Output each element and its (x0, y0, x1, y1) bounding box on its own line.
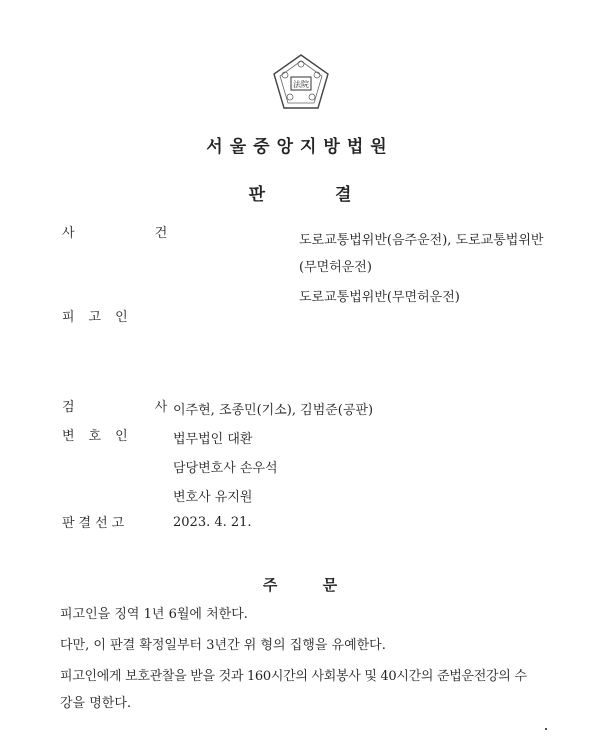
prosecutor-value: 이주현, 조종민(기소), 김범준(공판) (173, 403, 374, 418)
case-line-1: 도로교통법위반(음주운전), 도로교통법위반 (299, 233, 544, 248)
ruling-line-4: 강을 명한다. (60, 696, 132, 711)
document-title: 판 결 (248, 185, 352, 205)
page-mark (545, 728, 547, 730)
judgment-date-label: 판결선고 (62, 516, 129, 531)
counsel-line-2: 담당변호사 손우석 (173, 461, 278, 476)
counsel-label: 변호인 (62, 429, 142, 444)
ruling-line-2: 다만, 이 판결 확정일부터 3년간 위 형의 집행을 유예한다. (60, 638, 386, 653)
court-name: 서울중앙지방법원 (206, 137, 394, 157)
case-line-2: (무면허운전) (299, 260, 372, 275)
case-line-3: 도로교통법위반(무면허운전) (299, 290, 460, 305)
counsel-line-1: 법무법인 대환 (173, 432, 253, 447)
ruling-section-title: 주 문 (262, 576, 338, 594)
counsel-line-3: 변호사 유지원 (173, 490, 253, 505)
ruling-line-3: 피고인에게 보호관찰을 받을 것과 160시간의 사회봉사 및 40시간의 준법운전강의 수 (60, 669, 527, 684)
ruling-line-1: 피고인을 징역 1년 6월에 처한다. (60, 607, 248, 622)
judgment-date-value: 2023. 4. 21. (173, 515, 252, 530)
case-label: 사 건 (62, 226, 206, 241)
prosecutor-label: 검 사 (62, 400, 206, 415)
court-emblem-icon (270, 52, 332, 114)
emblem-text: 法院 (293, 80, 309, 89)
defendant-label: 피고인 (62, 310, 142, 325)
